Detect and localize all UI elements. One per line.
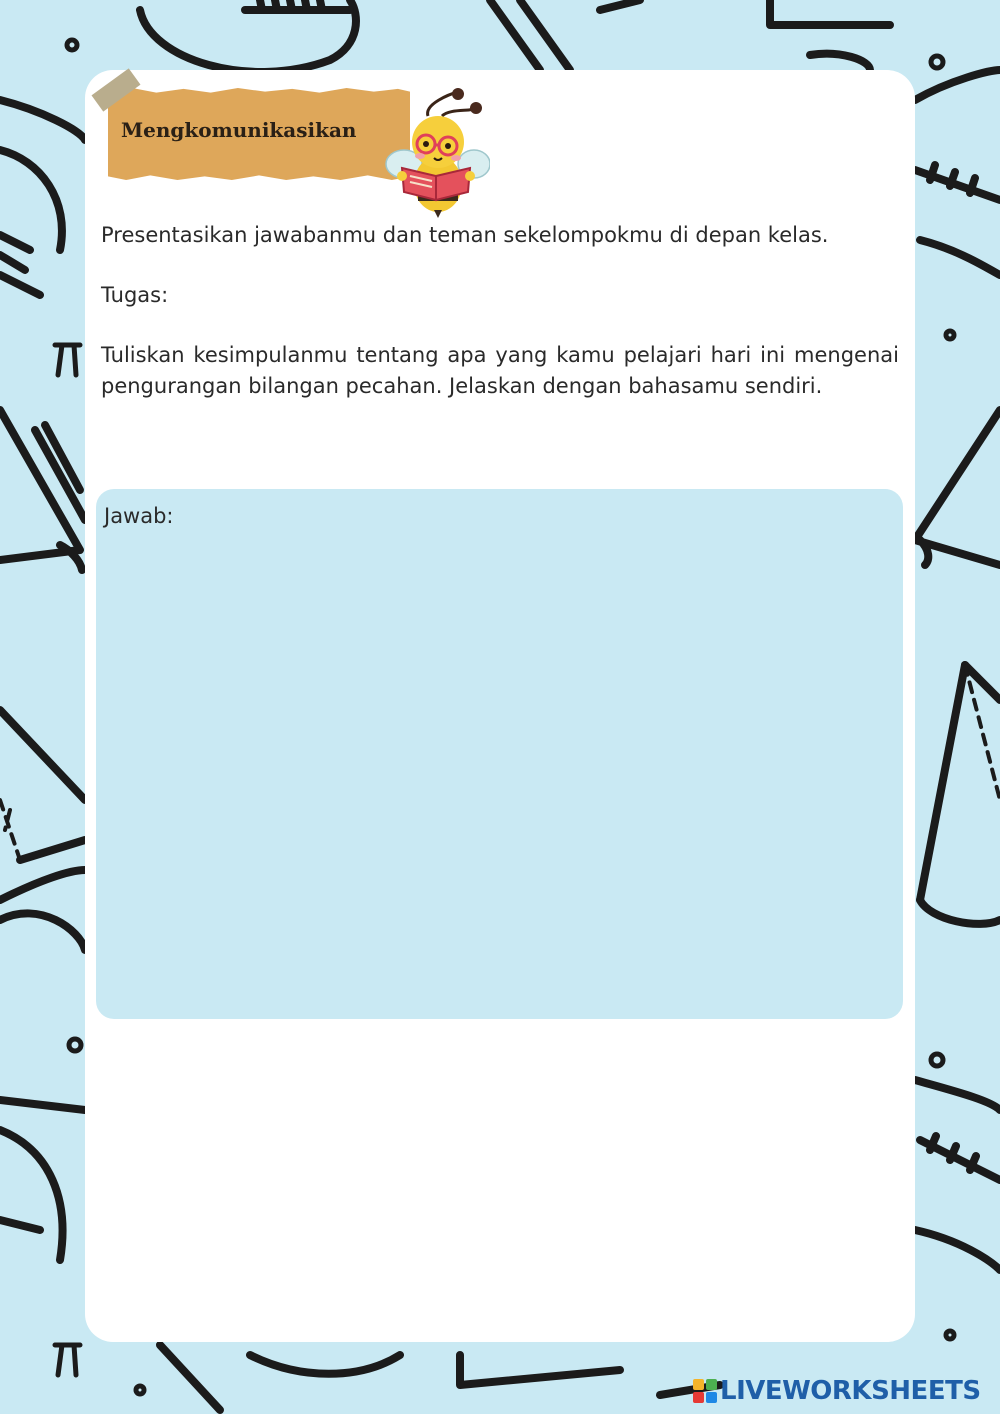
task-label: Tugas: bbox=[101, 283, 169, 307]
liveworksheets-logo-icon bbox=[692, 1378, 718, 1404]
task-text: Tuliskan kesimpulanmu tentang apa yang kamu pelajari hari ini mengenai pengurangan bilangan pecahan. Jelaskan dengan bahasamu sendiri. bbox=[101, 343, 899, 398]
answer-label: Jawab: bbox=[104, 504, 174, 528]
section-title: Mengkomunikasikan bbox=[121, 118, 357, 142]
answer-field[interactable] bbox=[96, 489, 903, 1019]
liveworksheets-logo bbox=[692, 1376, 981, 1406]
liveworksheets-logo-text: LIVEWORKSHEETS bbox=[720, 1376, 981, 1406]
instruction-text: Presentasikan jawabanmu dan teman sekelompokmu di depan kelas. bbox=[101, 223, 829, 247]
bee-reading-book-icon bbox=[380, 84, 490, 218]
